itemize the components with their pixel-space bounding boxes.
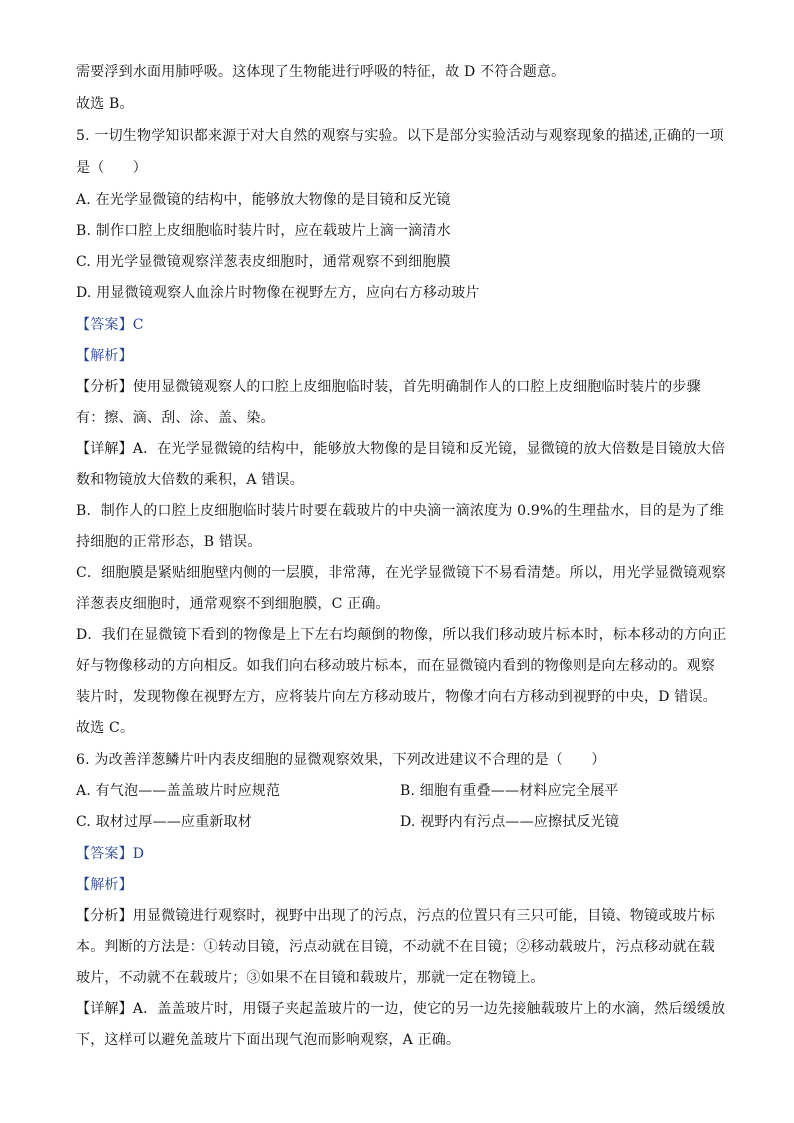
answer-label: 【答案】C <box>76 317 144 333</box>
q6-option-a: A. 有气泡——盖盖玻片时应规范 <box>76 783 281 799</box>
analysis-label: 【解析】 <box>76 348 133 364</box>
text-line: 故选 B。 <box>76 96 134 112</box>
q6-option-d: D. 视野内有污点——应擦拭反光镜 <box>400 814 620 830</box>
option-c: C. 用光学显微镜观察洋葱表皮细胞时，通常观察不到细胞膜 <box>76 254 451 270</box>
detail-text: 数和物镜放大倍数的乘积，A 错误。 <box>76 472 304 488</box>
detail-text: B．制作人的口腔上皮细胞临时装片时要在载玻片的中央滴一滴浓度为 0.9%的生理盐水，目的是为了维 <box>76 503 724 519</box>
q6-option-c: C. 取材过厚——应重新取材 <box>76 814 252 830</box>
q6-option-b: B. 细胞有重叠——材料应完全展平 <box>400 783 619 799</box>
question-5-stem-cont: 是（ ） <box>76 160 147 176</box>
detail-text: 洋葱表皮细胞时，通常观察不到细胞膜，C 正确。 <box>76 596 390 612</box>
detail-text: 下，这样可以避免盖玻片下面出现气泡而影响观察，A 正确。 <box>76 1032 461 1048</box>
option-d: D. 用显微镜观察人血涂片时物像在视野左方，应向右方移动玻片 <box>76 285 480 301</box>
detail-text: 故选 C。 <box>76 720 135 736</box>
detail-text: 【详解】A．盖盖玻片时，用镊子夹起盖玻片的一边，使它的另一边先接触载玻片上的水滴，然后缓缓放 <box>76 1001 726 1017</box>
detail-text: C．细胞膜是紧贴细胞壁内侧的一层膜，非常薄，在光学显微镜下不易看清楚。所以，用光学显微镜观察 <box>76 565 726 581</box>
text-line: 需要浮到水面用肺呼吸。这体现了生物能进行呼吸的特征，故 D 不符合题意。 <box>76 64 566 80</box>
analysis-text: 有：擦、滴、刮、涂、盖、染。 <box>76 410 275 426</box>
detail-text: 【详解】A．在光学显微镜的结构中，能够放大物像的是目镜和反光镜，显微镜的放大倍数是目镜放大倍 <box>76 441 726 457</box>
option-b: B. 制作口腔上皮细胞临时装片时，应在载玻片上滴一滴清水 <box>76 223 451 239</box>
detail-text: 持细胞的正常形态，B 错误。 <box>76 534 262 550</box>
detail-text: D．我们在显微镜下看到的物像是上下左右均颠倒的物像，所以我们移动玻片标本时，标本移动的方向正 <box>76 627 727 643</box>
answer-label: 【答案】D <box>76 846 145 862</box>
detail-text: 好与物像移动的方向相反。如我们向右移动玻片标本，而在显微镜内看到的物像则是向左移动的。观察 <box>76 658 715 674</box>
question-5-stem: 5. 一切生物学知识都来源于对大自然的观察与实验。以下是部分实验活动与观察现象的描述,正确的一项 <box>76 128 724 144</box>
detail-text: 装片时，发现物像在视野左方，应将装片向左方移动玻片，物像才向右方移动到视野的中央，D 错误。 <box>76 689 717 705</box>
analysis-text: 玻片，不动就不在载玻片；③如果不在目镜和载玻片，那就一定在物镜上。 <box>76 970 545 986</box>
analysis-text: 本。判断的方法是：①转动目镜，污点动就在目镜，不动就不在目镜；②移动载玻片，污点移动就在载 <box>76 939 715 955</box>
analysis-label: 【解析】 <box>76 877 133 893</box>
question-6-stem: 6. 为改善洋葱鳞片叶内表皮细胞的显微观察效果，下列改进建议不合理的是（ ） <box>76 752 606 768</box>
analysis-text: 【分析】使用显微镜观察人的口腔上皮细胞临时装，首先明确制作人的口腔上皮细胞临时装片的步骤 <box>76 379 701 395</box>
option-a: A. 在光学显微镜的结构中，能够放大物像的是目镜和反光镜 <box>76 192 451 208</box>
analysis-text: 【分析】用显微镜进行观察时，视野中出现了的污点，污点的位置只有三只可能，目镜、物镜或玻片标 <box>76 908 715 924</box>
